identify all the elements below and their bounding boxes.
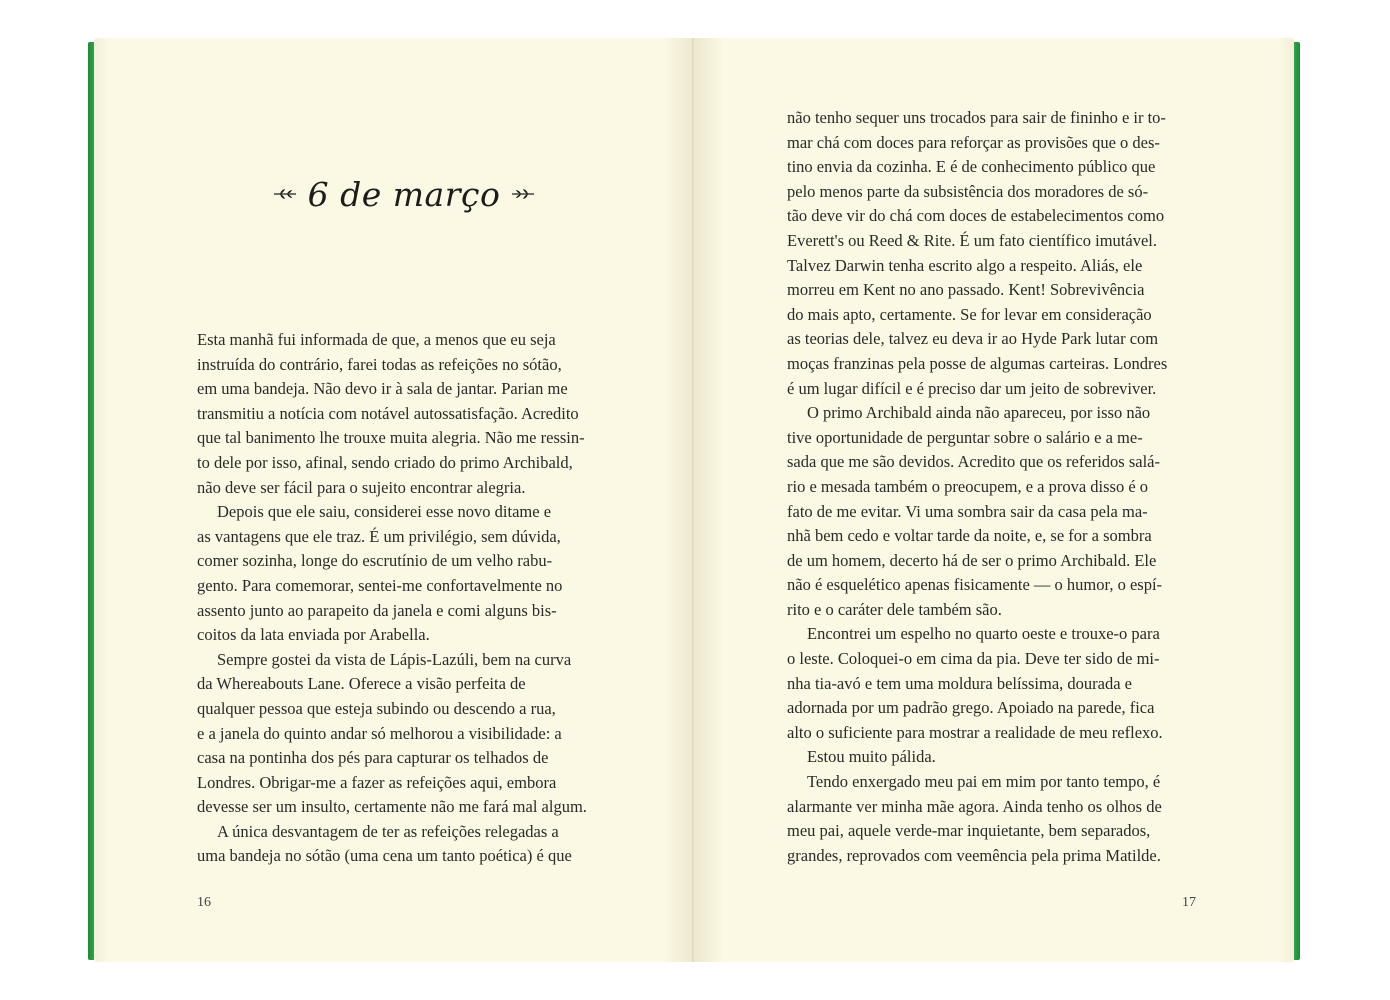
text-line: transmitiu a notícia com notável autossatisfação. Acredito bbox=[197, 403, 579, 423]
text-line: casa na pontinha dos pés para capturar os telhados de bbox=[197, 748, 549, 768]
text-line: coitos da lata enviada por Arabella. bbox=[197, 625, 430, 645]
text-line: meu pai, aquele verde-mar inquietante, bem separados, bbox=[787, 821, 1151, 841]
text-line: mar chá com doces para reforçar as provisões que o des- bbox=[787, 132, 1160, 152]
text-line: rito e o caráter dele também são. bbox=[787, 599, 1002, 619]
text-line: O primo Archibald ainda não apareceu, por isso não bbox=[807, 403, 1151, 423]
text-line: não tenho sequer uns trocados para sair de fininho e ir to- bbox=[787, 108, 1166, 127]
page-number-left: 16 bbox=[197, 895, 211, 910]
text-line: Sempre gostei da vista de Lápis-Lazúli, bem na curva bbox=[217, 649, 572, 669]
text-line: Esta manhã fui informada de que, a menos que eu seja bbox=[197, 330, 556, 349]
text-line: comer sozinha, longe do escrutínio de um velho rabu- bbox=[197, 551, 553, 571]
text-line: Londres. Obrigar-me a fazer as refeições aqui, embora bbox=[197, 772, 557, 792]
text-line: é um lugar difícil e é preciso dar um jeito de sobreviver. bbox=[787, 378, 1157, 398]
text-line: do mais apto, certamente. Se for levar em consideração bbox=[787, 304, 1152, 324]
text-line: A única desvantagem de ter as refeições relegadas a bbox=[217, 821, 559, 841]
text-line: alarmante ver minha mãe agora. Ainda tenho os olhos de bbox=[787, 796, 1162, 816]
right-body-text bbox=[787, 106, 1197, 868]
text-line: instruída do contrário, farei todas as refeições no sótão, bbox=[197, 354, 562, 374]
text-line: Tendo enxergado meu pai em mim por tanto tempo, é bbox=[807, 772, 1161, 792]
text-line: alto o suficiente para mostrar a realidade de meu reflexo. bbox=[787, 722, 1163, 742]
chapter-title: 6 de março bbox=[307, 174, 501, 214]
text-line: morreu em Kent no ano passado. Kent! Sobrevivência bbox=[787, 280, 1145, 300]
text-line: não deve ser fácil para o sujeito encontrar alegria. bbox=[197, 477, 526, 497]
text-line: não é esquelético apenas fisicamente — o humor, o espí- bbox=[787, 575, 1163, 595]
text-line: as vantagens que ele traz. É um privilégio, sem dúvida, bbox=[197, 526, 561, 546]
text-line: Depois que ele saiu, considerei esse novo ditame e bbox=[217, 502, 552, 522]
text-line: em uma bandeja. Não devo ir à sala de jantar. Parian me bbox=[197, 379, 568, 399]
text-line: devesse ser um insulto, certamente não me fará mal algum. bbox=[197, 797, 587, 817]
text-line: Talvez Darwin tenha escrito algo a respeito. Aliás, ele bbox=[787, 255, 1143, 275]
text-line: moças franzinas pela posse de algumas carteiras. Londres bbox=[787, 353, 1168, 373]
text-line: nha tia-avó e tem uma moldura belíssima, dourada e bbox=[787, 673, 1133, 693]
text-line: grandes, reprovados com veemência pela prima Matilde. bbox=[787, 845, 1161, 865]
text-line: e a janela do quinto andar só melhorou a visibilidade: a bbox=[197, 723, 562, 743]
text-line: Estou muito pálida. bbox=[807, 747, 936, 767]
text-line: pelo menos parte da subsistência dos moradores de só- bbox=[787, 181, 1149, 201]
chapter-heading bbox=[274, 174, 534, 214]
text-line: Everett's ou Reed & Rite. É um fato científico imutável. bbox=[787, 230, 1157, 250]
text-line: tino envia da cozinha. E é de conhecimento público que bbox=[787, 157, 1156, 177]
text-line: fato de me evitar. Vi uma sombra sair da casa pela ma- bbox=[787, 501, 1148, 521]
text-line: rio e mesada também o preocupem, e a prova disso é o bbox=[787, 476, 1149, 496]
leaf-sprig-right-icon bbox=[510, 187, 536, 201]
text-line: gento. Para comemorar, sentei-me confortavelmente no bbox=[197, 575, 563, 595]
left-body-text bbox=[197, 328, 607, 869]
text-line: da Whereabouts Lane. Oferece a visão perfeita de bbox=[197, 674, 526, 694]
text-line: tive oportunidade de perguntar sobre o salário e a me- bbox=[787, 427, 1143, 447]
text-line: que tal banimento lhe trouxe muita alegria. Não me ressin- bbox=[197, 428, 585, 448]
text-line: assento junto ao parapeito da janela e comi alguns bis- bbox=[197, 600, 557, 620]
text-line: sada que me são devidos. Acredito que os referidos salá- bbox=[787, 452, 1160, 472]
text-line: uma bandeja no sótão (uma cena um tanto poética) é que bbox=[197, 846, 572, 866]
text-line: adornada por um padrão grego. Apoiado na parede, fica bbox=[787, 698, 1155, 718]
text-line: nhã bem cedo e voltar tarde da noite, e, se for a sombra bbox=[787, 526, 1152, 546]
text-line: de um homem, decerto há de ser o primo Archibald. Ele bbox=[787, 550, 1157, 570]
text-line: to dele por isso, afinal, sendo criado do primo Archibald, bbox=[197, 452, 573, 472]
open-book bbox=[88, 38, 1300, 962]
text-line: as teorias dele, talvez eu deva ir ao Hyde Park lutar com bbox=[787, 329, 1159, 349]
page-number-right: 17 bbox=[1182, 895, 1196, 910]
text-line: tão deve vir do chá com doces de estabelecimentos como bbox=[787, 206, 1165, 226]
leaf-sprig-left-icon bbox=[272, 187, 298, 201]
left-page bbox=[94, 38, 694, 962]
right-page bbox=[694, 38, 1294, 962]
text-line: qualquer pessoa que esteja subindo ou descendo a rua, bbox=[197, 698, 556, 718]
book-edge-right bbox=[1294, 42, 1300, 960]
text-line: Encontrei um espelho no quarto oeste e trouxe-o para bbox=[807, 624, 1160, 644]
text-line: o leste. Coloquei-o em cima da pia. Deve ter sido de mi- bbox=[787, 649, 1160, 669]
